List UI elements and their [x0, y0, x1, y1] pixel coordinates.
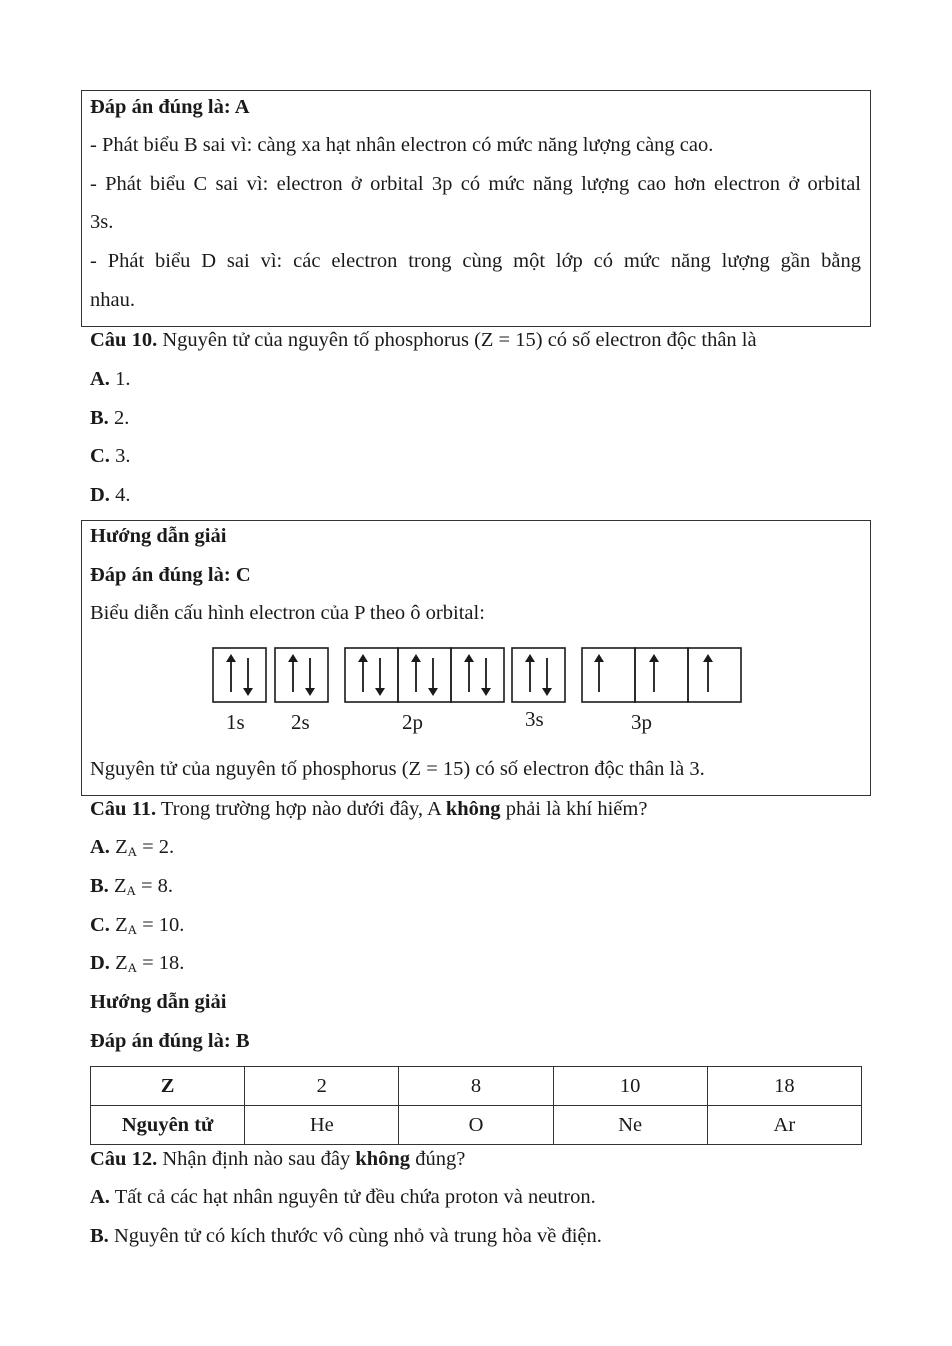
orbital-intro: Biểu diễn cấu hình electron của P theo ô orbital: [90, 602, 485, 624]
q12-option-b: B. Nguyên tử có kích thước vô cùng nhỏ và trung hòa về điện. [90, 1225, 602, 1247]
orbital-box-3p-2 [635, 648, 688, 702]
table-cell: 8 [399, 1067, 553, 1106]
q10-option-b: B. 2. [90, 407, 130, 429]
conclusion-q10: Nguyên tử của nguyên tố phosphorus (Z = 15) có số electron độc thân là 3. [90, 758, 705, 780]
table-cell: He [245, 1106, 399, 1145]
table-cell: 2 [245, 1067, 399, 1106]
q10-option-c: C. 3. [90, 445, 131, 467]
orbital-box-3s [512, 648, 565, 702]
orbital-label-2s: 2s [291, 710, 310, 734]
q10-option-a: A. 1. [90, 368, 131, 390]
explanation-d-line1: - Phát biểu D sai vì: các electron trong cùng một lớp có mức năng lượng gần bằng [90, 250, 861, 272]
orbital-box-3p-3 [688, 648, 741, 702]
q11-option-b: B. $Z_A = 8$. [90, 875, 174, 898]
answer-line-q11: Đáp án đúng là: B [90, 1030, 250, 1052]
q11-option-d: D. $Z_A = 18$. [90, 952, 185, 975]
q11-option-a: A. $Z_A = 2$. [90, 836, 175, 859]
q12-option-a: A. Tất cả các hạt nhân nguyên tử đều chứa proton và neutron. [90, 1186, 596, 1208]
explanation-c-line1: - Phát biểu C sai vì: electron ở orbital 3p có mức năng lượng cao hơn electron ở orbital [90, 173, 861, 195]
table-row [91, 1067, 862, 1106]
explanation-b: - Phát biểu B sai vì: càng xa hạt nhân electron có mức năng lượng càng cao. [90, 134, 714, 156]
q10-option-d: D. 4. [90, 484, 131, 506]
orbital-label-3p: 3p [631, 710, 652, 734]
orbital-label-3s: 3s [525, 707, 544, 731]
noble-gas-table [90, 1066, 862, 1145]
question-11: Câu 11. Trong trường hợp nào dưới đây, A không phải là khí hiếm? [90, 798, 648, 820]
table-cell: O [399, 1106, 553, 1145]
guide-heading-q11: Hướng dẫn giải [90, 991, 227, 1013]
explanation-d-line2: nhau. [90, 289, 135, 311]
question-12: Câu 12. Nhận định nào sau đây không đúng? [90, 1148, 466, 1170]
table-cell: Nguyên tử [91, 1106, 245, 1145]
table-cell: Ne [553, 1106, 707, 1145]
orbital-box-2p-1 [345, 648, 398, 702]
solution-box-q9 [81, 90, 871, 327]
table-row [91, 1106, 862, 1145]
orbital-label-1s: 1s [226, 710, 245, 734]
answer-line-q10: Đáp án đúng là: C [90, 564, 251, 586]
orbital-label-2p: 2p [402, 710, 423, 734]
orbital-box-1s [213, 648, 266, 702]
orbital-box-3p-1 [582, 648, 635, 702]
explanation-c-line2: 3s. [90, 211, 114, 233]
table-cell: Ar [707, 1106, 861, 1145]
table-cell: Z [91, 1067, 245, 1106]
table-cell: 10 [553, 1067, 707, 1106]
table-cell: 18 [707, 1067, 861, 1106]
orbital-diagram [205, 640, 750, 740]
q11-option-c: C. $Z_A = 10$. [90, 914, 185, 937]
orbital-box-2p-3 [451, 648, 504, 702]
question-10: Câu 10. Nguyên tử của nguyên tố phosphorus (Z = 15) có số electron độc thân là [90, 329, 757, 351]
guide-heading-q10: Hướng dẫn giải [90, 525, 227, 547]
orbital-box-2p-2 [398, 648, 451, 702]
orbital-box-2s [275, 648, 328, 702]
answer-line-q9: Đáp án đúng là: A [90, 96, 250, 118]
